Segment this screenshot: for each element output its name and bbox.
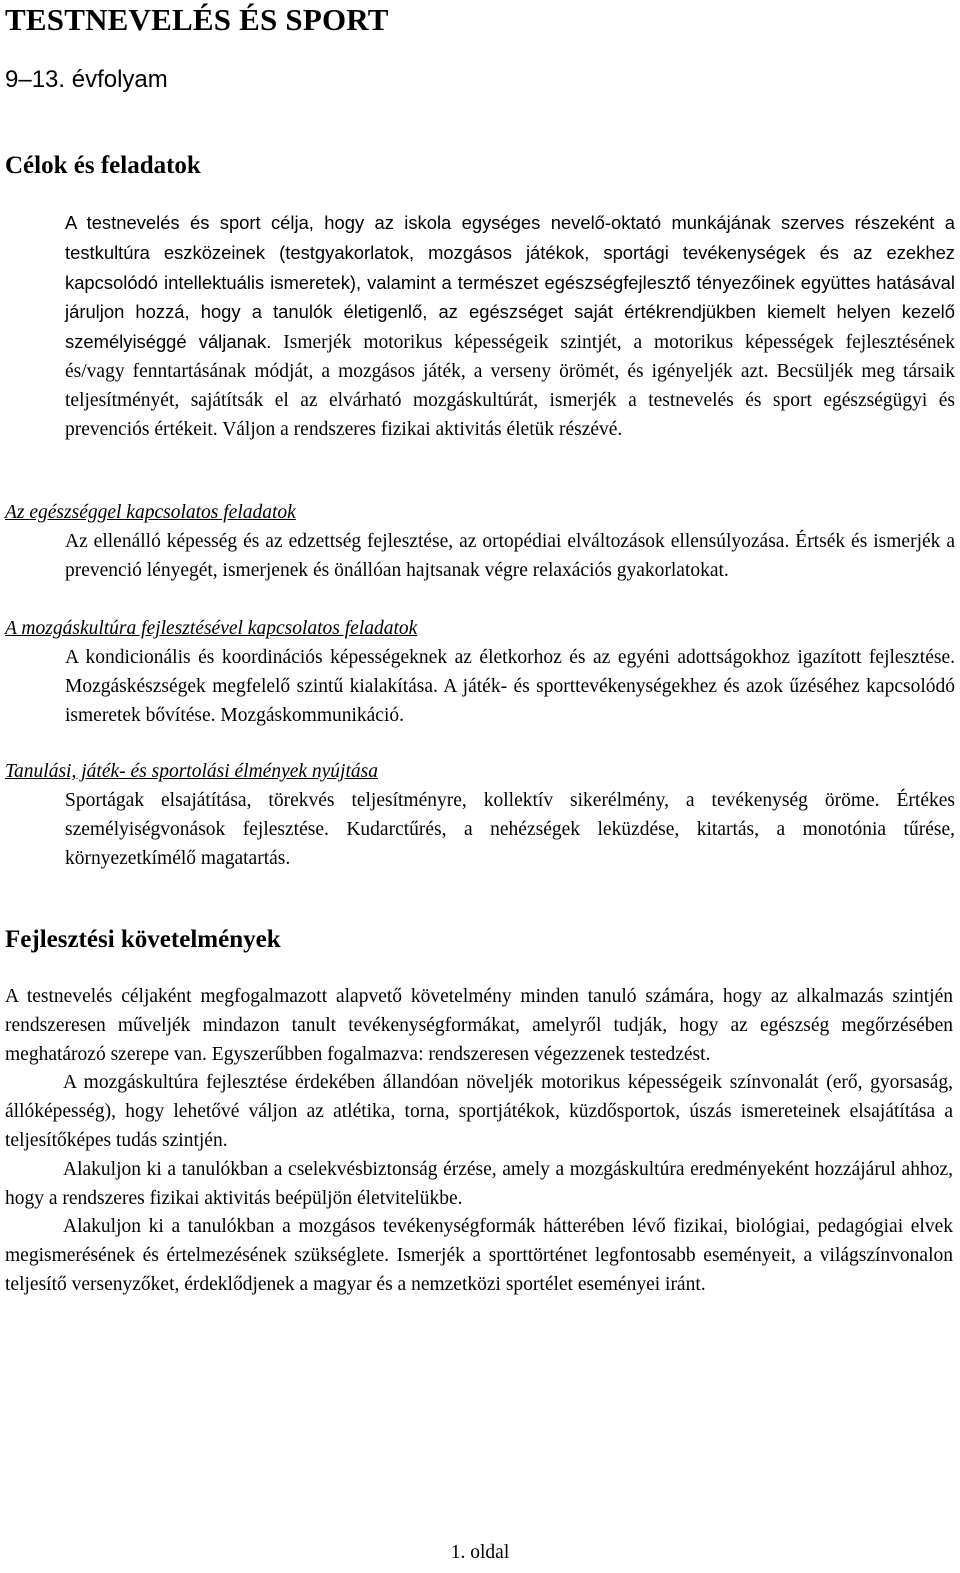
- intro-part-2: Ismerjék motorikus képességeik szintjét, a motorikus képességek fejlesztésének és/vagy fenntartásának módját, a mozgásos játék, a verseny örömét, és igényeljék azt.: [65, 332, 956, 382]
- requirements-paragraph-2: A mozgáskultúra fejlesztése érdekében állandóan növeljék motorikus képességeik színvonalát (erő, gyorsaság, állóképesség), hogy lehetővé váljon az atlétika, torna, sportjátékok, küzdősportok, úszás ismereteinek elsajátítása a teljesítőképes tudás szintjén.: [5, 1072, 953, 1151]
- goals-heading: Célok és feladatok: [5, 152, 201, 179]
- requirements-body: [5, 983, 953, 1300]
- requirements-paragraph-4: Alakuljon ki a tanulókban a mozgásos tevékenységformák hátterében lévő fizikai, biológiai, pedagógiai elvek megismerésének és értelmezésének szükséglete. Ismerjék a sporttörténet legfontosabb eseményeit, a világszínvonalon teljesítő versenyzőket, érdeklődjenek a magyar és a nemzetközi sportélet eseményei iránt.: [5, 1216, 953, 1295]
- experience-text: Sportágak elsajátítása, törekvés teljesítményre, kollektív sikerélmény, a tevékenység öröme. Értékes személyiségvonások fejlesztése. Kudarctűrés, a nehézségek leküzdése, kitartás, a monotónia tűrése, környezetkímélő magatartás.: [65, 790, 955, 869]
- intro-part-1: A testnevelés és sport célja, hogy az iskola egységes nevelő-oktató munkájának szerves részeként a testkultúra eszközeinek (testgyakorlatok, mozgásos játékok, sportági tevékenységek és az ezekhez kapcsolódó intellektuális ismeretek), valamint a természet egészségfejlesztő tényezőinek együttes hatásával járuljon hozzá, hogy a tanulók életigenlő, az egészséget saját értékrendjükben kiemelt helyen kezelő személyiséggé válјanak.: [65, 212, 955, 353]
- page-number: 1. oldal: [450, 1542, 510, 1563]
- intro-paragraph: [65, 209, 955, 444]
- requirements-paragraph-3: Alakuljon ki a tanulókban a cselekvésbiztonság érzése, amely a mozgáskultúra eredményeként hozzájárul ahhoz, hogy a rendszeres fizikai aktivitás beépüljön életvitelükbe.: [5, 1158, 953, 1209]
- requirements-heading: Fejlesztési követelmények: [5, 926, 281, 953]
- intro-part-3: Becsüljék meg társaik teljesítményét, sajátítsák el az elvárható mozgáskultúrát, ismerjék a testnevelés és sport egészségügyi és prevenciós értékeit. Váljon a rendszeres fizikai aktivitás életük részévé.: [65, 360, 956, 440]
- requirements-paragraph-1: A testnevelés céljaként megfogalmazott alapvető követelmény minden tanuló számára, hogy az alkalmazás szintjén rendszeresen művеljék mindazon tanult tevékenységformákat, amelyről tudják, hogy az egészség megőrzésében meghatározó szerepe van. Egyszerűbben fogalmazva: rendszeresen végezzenek testedzést.: [5, 986, 953, 1065]
- health-tasks-body: [65, 528, 955, 586]
- experience-heading: Tanulási, játék- és sportolási élmények nyújtása: [5, 761, 378, 782]
- motor-tasks-heading: A mozgáskultúra fejlesztésével kapcsolatos feladatok: [5, 618, 418, 639]
- document-title: TESTNEVELÉS ÉS SPORT: [5, 2, 389, 37]
- motor-tasks-body: [65, 644, 955, 730]
- grade-range: 9–13. évfolyam: [5, 66, 168, 93]
- experience-body: [65, 787, 955, 873]
- health-tasks-heading: Az egészséggel kapcsolatos feladatok: [5, 502, 296, 523]
- motor-tasks-text: A kondicionális és koordinációs képességeknek az életkorhoz és az egyéni adottságokhoz igazított fejlesztése. Mozgáskészségek megfelelő szintű kialakítása. A játék- és sporttevékenységekhez és azok űzéséhez kapcsolódó ismeretek bővítése. Mozgáskommunikáció.: [65, 647, 955, 726]
- health-tasks-text: Az ellenálló képesség és az edzettség fejlesztése, az ortopédiai elváltozások ellensúlyozása. Értsék és ismerjék a prevenció lényegét, ismerjenek és önállóan hajtsanak végre relaxációs gyakorlatokat.: [65, 531, 955, 581]
